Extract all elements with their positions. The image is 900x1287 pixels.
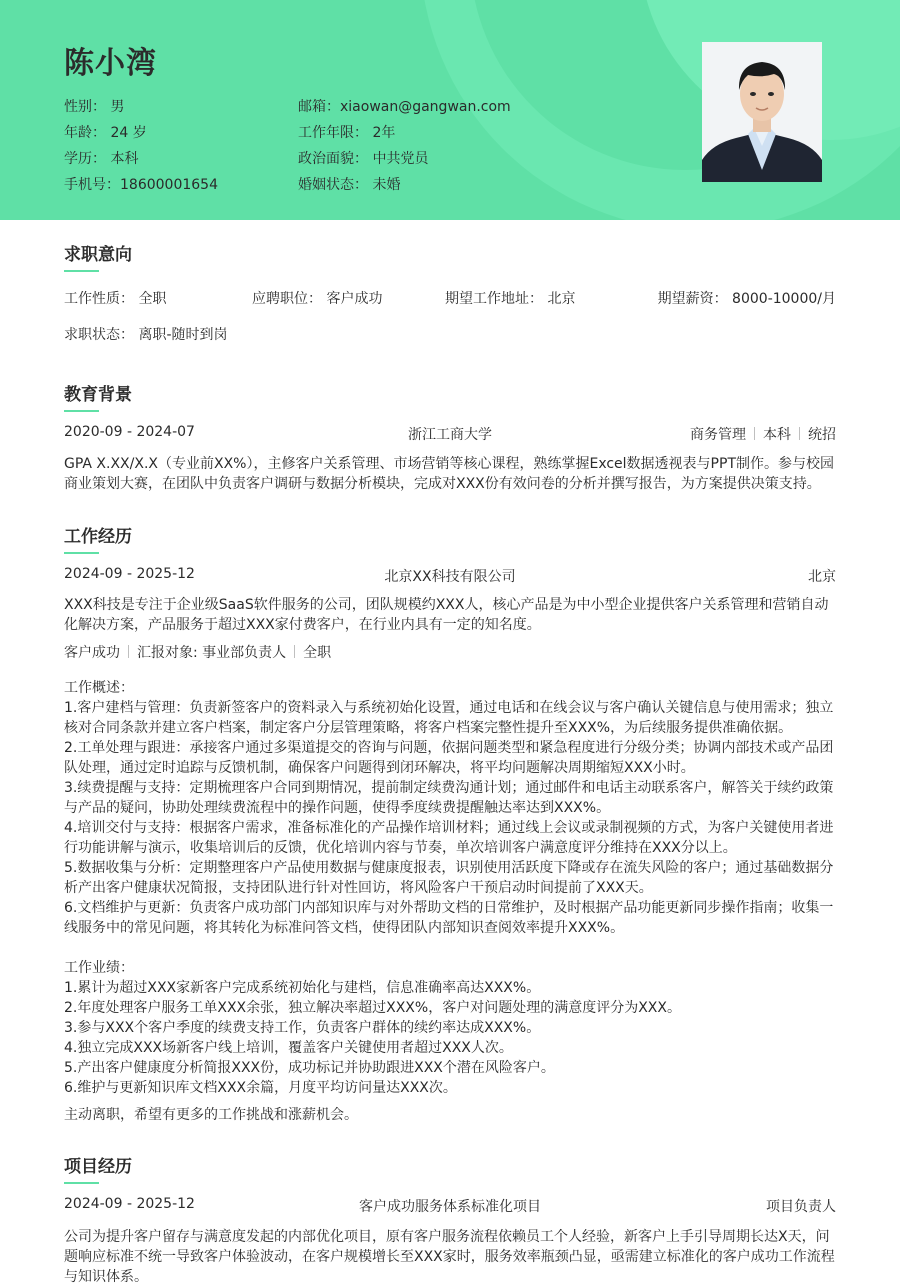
overview-line: 核对合同条款并建立客户档案，制定客户分层管理策略，将客户档案完整性提升至XXX%，为后续服务提供准确依据。 xyxy=(64,720,793,736)
desired-position: 应聘职位： 客户成功 xyxy=(252,291,383,307)
project-period: 2024-09 - 2025-12 xyxy=(64,1196,195,1212)
section-title-work: 工作经历 xyxy=(64,527,132,547)
work-tags xyxy=(64,643,844,663)
achievement-line: 1.累计为超过XXX家新客户完成系统初始化与建档，信息准确率高达XXX%。 xyxy=(64,980,541,996)
desired-salary: 期望薪资： 8000-10000/月 xyxy=(657,291,836,307)
leave-reason: 主动离职，希望有更多的工作挑战和涨薪机会。 xyxy=(64,1107,358,1123)
divider xyxy=(294,645,295,658)
achievement-label: 工作业绩： xyxy=(64,960,134,976)
overview-line: 6.文档维护与更新：负责客户成功部门内部知识库与对外帮助文档的日常维护，及时根据产品功能更新同步操作指南；收集一 xyxy=(64,900,834,916)
work-years: 工作年限： 2年 xyxy=(298,125,396,141)
school-name: 浙江工商大学 xyxy=(408,427,492,443)
section-underline xyxy=(64,1182,99,1184)
major: 商务管理 xyxy=(690,427,746,443)
project-role: 项目负责人 xyxy=(766,1199,836,1215)
project-row xyxy=(64,1196,836,1215)
avatar-portrait-icon xyxy=(702,42,822,182)
project-desc-line: 题响应标准不统一导致客户体验波动，在客户规模增长至XXX家时，服务效率瓶颈凸显，亟需建立标准化的客户成功工作流程 xyxy=(64,1249,835,1265)
company-name: 北京XX科技有限公司 xyxy=(384,569,516,585)
achievement-line: 2.年度处理客户服务工单XXX余张，独立解决率超过XXX%，客户对问题处理的满意度评分为XXX。 xyxy=(64,1000,681,1016)
section-title-intent: 求职意向 xyxy=(64,245,132,265)
political-status: 政治面貌： 中共党员 xyxy=(298,151,429,167)
overview-line: 与产品的疑问，协助处理续费流程中的操作问题，使得季度续费提醒触达率达到XXX%。 xyxy=(64,800,611,816)
job-type: 工作性质： 全职 xyxy=(64,291,167,307)
profile-photo xyxy=(702,42,822,182)
overview-line: 析产出客户健康状况简报，支持团队进行针对性回访，将风险客户干预启动时间提前了XXX天。 xyxy=(64,880,653,896)
achievement-line: 6.维护与更新知识库文档XXX余篇，月度平均访问量达XXX次。 xyxy=(64,1080,457,1096)
gender: 性别： 男 xyxy=(64,99,125,115)
achievement-line: 4.独立完成XXX场新客户线上培训，覆盖客户关键使用者超过XXX人次。 xyxy=(64,1040,513,1056)
overview-line: 5.数据收集与分析：定期整理客户产品使用数据与健康度报表，识别使用活跃度下降或存在流失风险的客户；通过基础数据分 xyxy=(64,860,834,876)
overview-line: 4.培训交付与支持：根据客户需求，准备标准化的产品操作培训材料；通过线上会议或录制视频的方式，为客户关键使用者进 xyxy=(64,820,834,836)
project-name: 客户成功服务体系标准化项目 xyxy=(359,1199,541,1215)
education-meta xyxy=(690,424,836,444)
resume-header xyxy=(0,0,900,220)
overview-line: 2.工单处理与跟进：承接客户通过多渠道提交的咨询与问题，依据问题类型和紧急程度进行分级分类；协调内部技术或产品团 xyxy=(64,740,834,756)
employment-type: 全职 xyxy=(303,645,332,661)
education-description: GPA X.XX/X.X（专业前XX%），主修客户关系管理、市场营销等核心课程，熟练掌握Excel数据透视表与PPT制作。参与校园商业策划大赛，在团队中负责客户调研与数据分析模块，完成对XXX份有效问卷的分析并撰写报告，为方案提供决策支持。 xyxy=(64,456,834,492)
section-title-education: 教育背景 xyxy=(64,385,132,405)
overview-line: 线服务中的常见问题，将其转化为标准问答文档，使得团队内部知识查阅效率提升XXX%。 xyxy=(64,920,625,936)
education-level: 学历： 本科 xyxy=(64,151,139,167)
marital-status: 婚姻状态： 未婚 xyxy=(298,177,401,193)
work-row xyxy=(64,566,836,585)
age: 年龄： 24 岁 xyxy=(64,125,147,141)
divider xyxy=(128,645,129,658)
company-description: XXX科技是专注于企业级SaaS软件服务的公司，团队规模约XXX人，核心产品是为中小型企业提供客户关系管理和营销自动化解决方案，产品服务于超过XXX家付费客户，在行业内具有一定的知名度。 xyxy=(64,597,829,633)
education-period: 2020-09 - 2024-07 xyxy=(64,424,195,440)
candidate-name: 陈小湾 xyxy=(64,46,157,81)
desired-location: 期望工作地址： 北京 xyxy=(445,291,576,307)
overview-label: 工作概述： xyxy=(64,680,134,696)
job-status: 求职状态： 离职-随时到岗 xyxy=(64,327,228,343)
section-underline xyxy=(64,552,99,554)
overview-line: 行功能讲解与演示，收集培训后的反馈，优化培训内容与节奏，单次培训客户满意度评分维持在XXX分以上。 xyxy=(64,840,737,856)
divider xyxy=(799,427,800,440)
work-period: 2024-09 - 2025-12 xyxy=(64,566,195,582)
project-desc-line: 公司为提升客户留存与满意度发起的内部优化项目，原有客户服务流程依赖员工个人经验，新客户上手引导周期长达X天，问 xyxy=(64,1229,830,1245)
section-underline xyxy=(64,410,99,412)
divider xyxy=(754,427,755,440)
education-row xyxy=(64,424,836,443)
section-title-project: 项目经历 xyxy=(64,1157,132,1177)
email: 邮箱：xiaowan@gangwan.com xyxy=(298,99,511,115)
achievement-line: 5.产出客户健康度分析简报XXX份，成功标记并协助跟进XXX个潜在风险客户。 xyxy=(64,1060,555,1076)
section-underline xyxy=(64,270,99,272)
work-role: 客户成功 xyxy=(64,645,120,661)
overview-line: 3.续费提醒与支持：定期梳理客户合同到期情况，提前制定续费沟通计划；通过邮件和电话主动联系客户，解答关于续约政策 xyxy=(64,780,834,796)
achievement-line: 3.参与XXX个客户季度的续费支持工作，负责客户群体的续约率达成XXX%。 xyxy=(64,1020,541,1036)
project-desc-line: 与知识体系。 xyxy=(64,1269,148,1285)
work-city: 北京 xyxy=(808,569,836,585)
degree: 本科 xyxy=(763,427,791,443)
overview-line: 队处理，通过定时追踪与反馈机制，确保客户问题得到闭环解决，将平均问题解决周期缩短XXX小时。 xyxy=(64,760,695,776)
overview-line: 1.客户建档与管理：负责新签客户的资料录入与系统初始化设置，通过电话和在线会议与客户确认关键信息与使用需求；独立 xyxy=(64,700,834,716)
phone: 手机号：18600001654 xyxy=(64,177,218,193)
report-to: 汇报对象: 事业部负责人 xyxy=(137,645,287,661)
enrollment-mode: 统招 xyxy=(808,427,836,443)
